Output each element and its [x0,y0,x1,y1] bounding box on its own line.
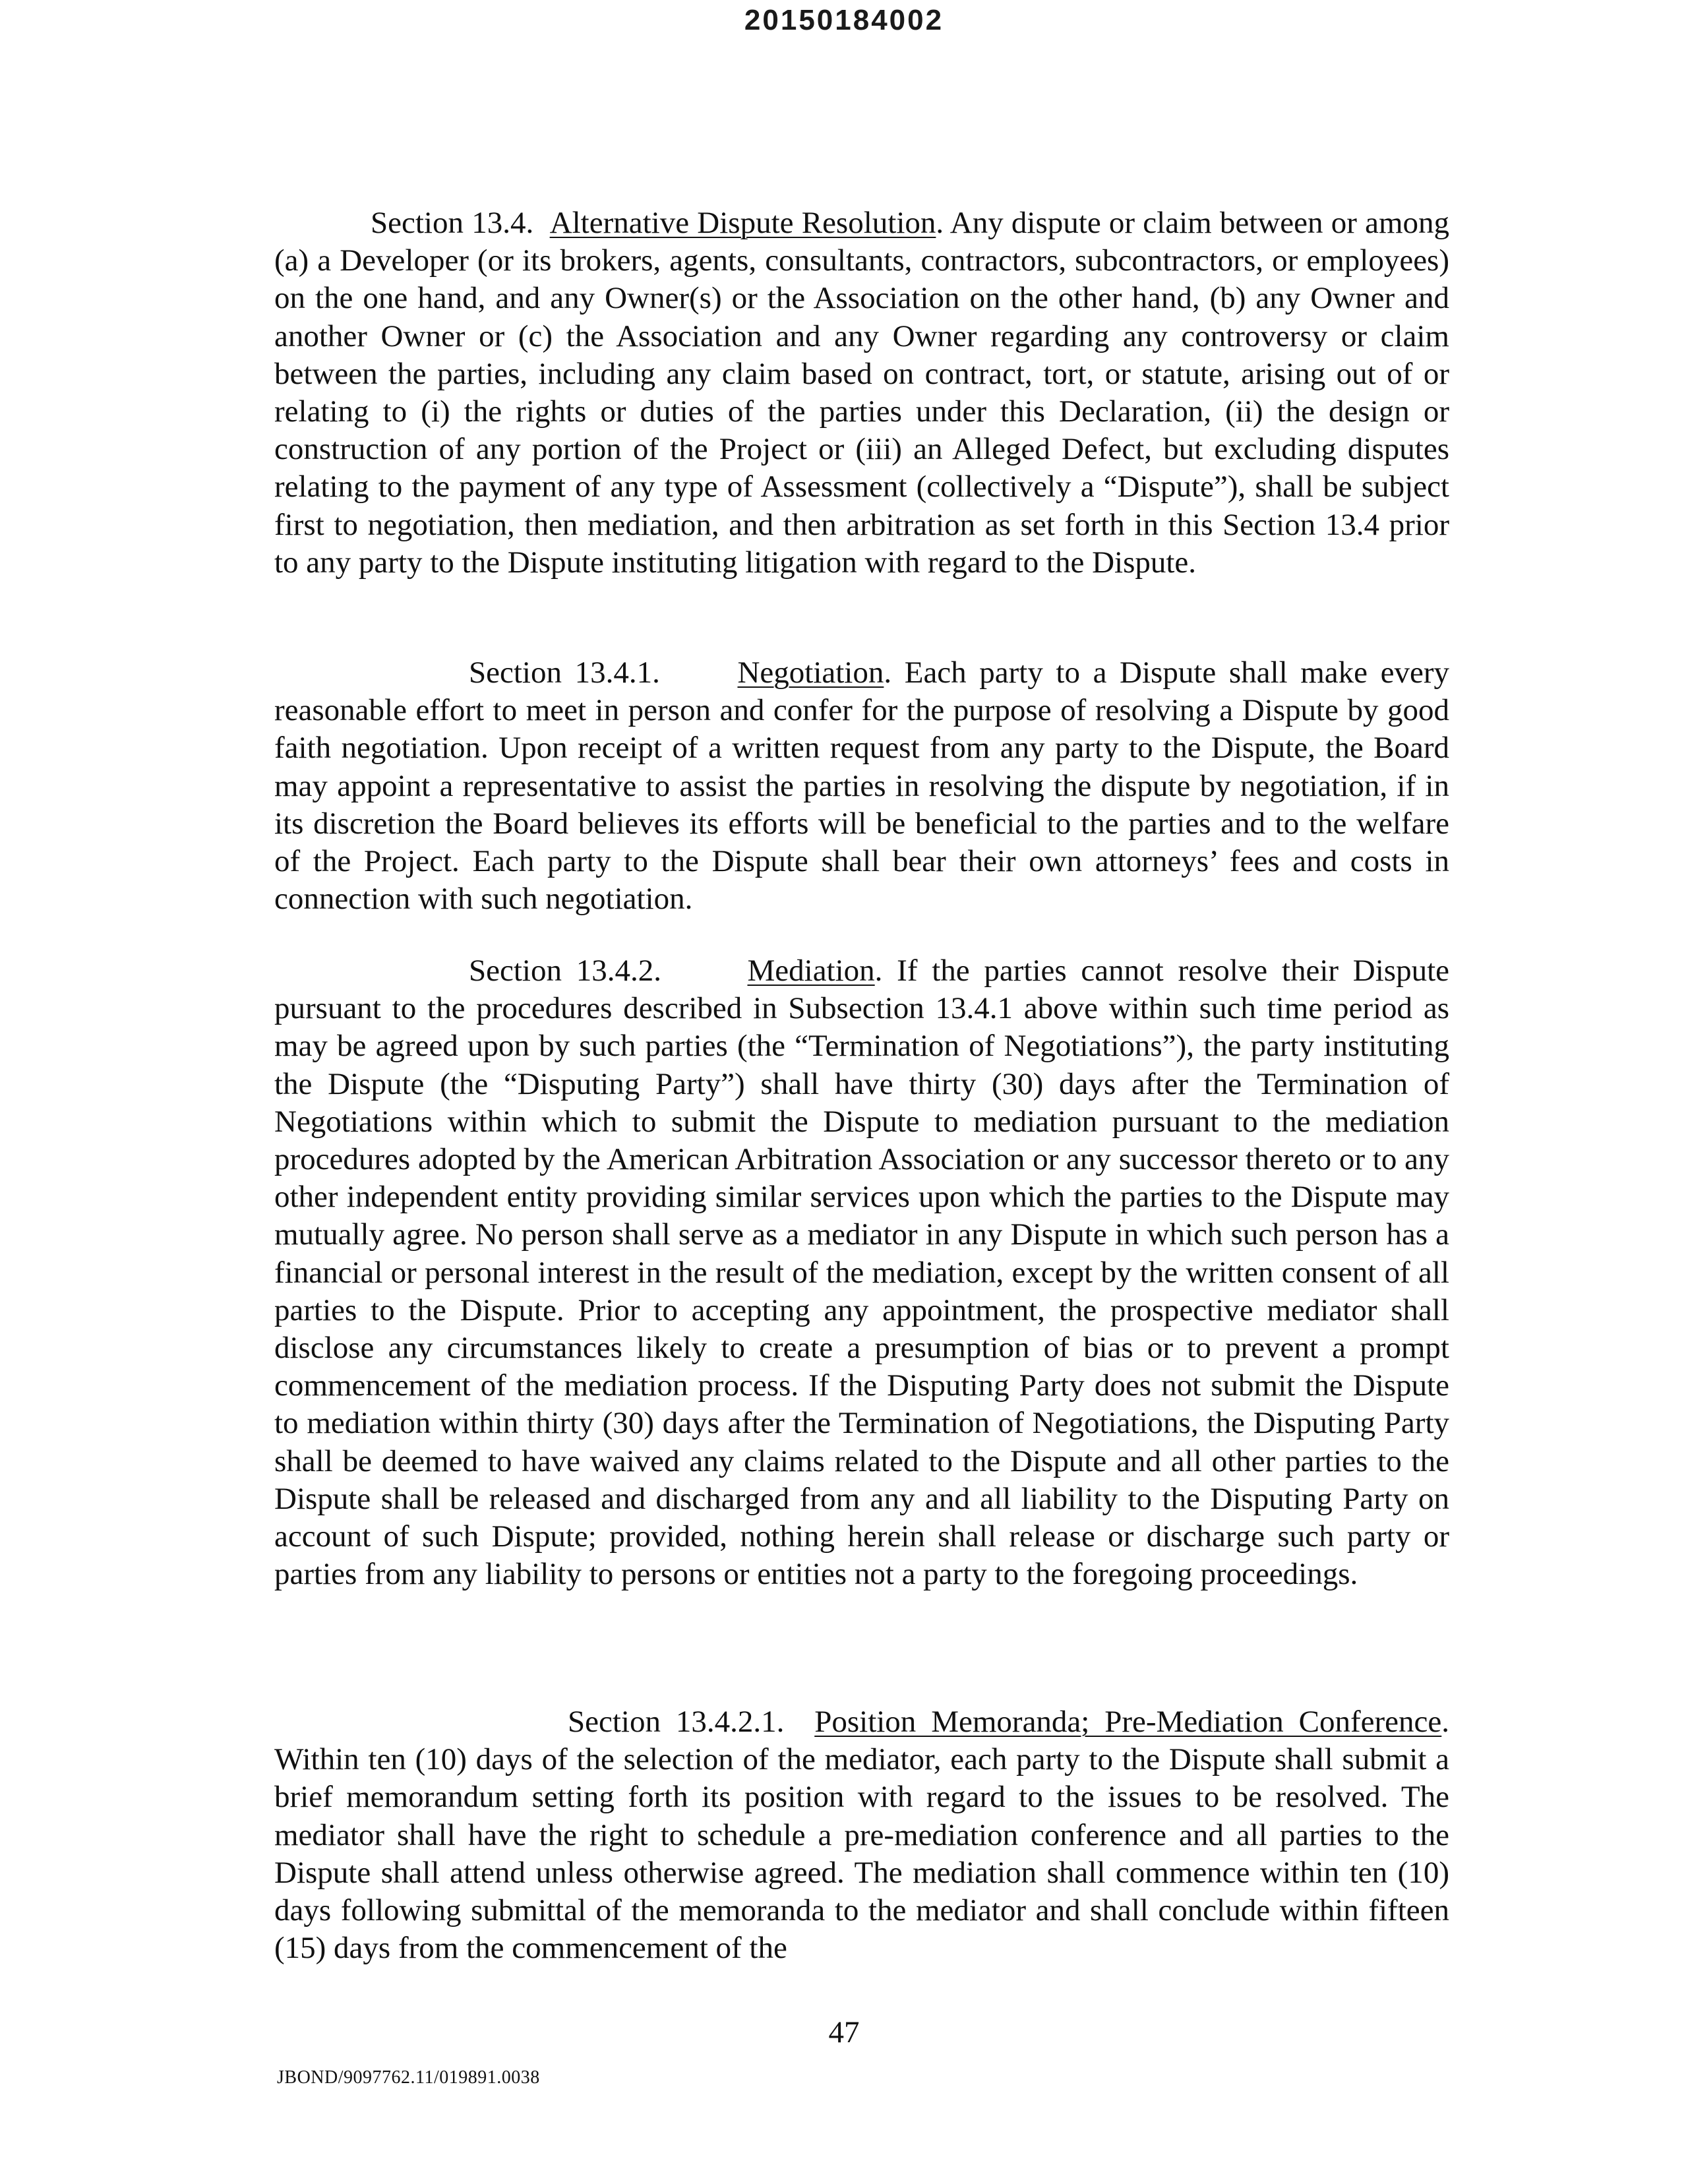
section-13-4-1-paragraph [274,654,1449,918]
section-heading: Mediation [747,954,875,988]
section-number: Section 13.4. [371,206,534,240]
section-number: Section 13.4.2. [469,954,661,988]
page-number: 47 [828,2015,860,2049]
document-id: JBOND/9097762.11/019891.0038 [277,2067,540,2088]
section-body: . If the parties cannot resolve their Dispute pursuant to the procedures described in Subsection 13.4.1 above within such time period as may be agreed upon by such parties (the “Termination of Negotiations”), the party instituting the Dispute (the “Disputing Party”) shall have thirty (30) days after the Termination of Negotiations within which to submit the Dispute to mediation pursuant to the mediation procedures adopted by the American Arbitration Association or any successor thereto or to any other independent entity providing similar services upon which the parties to the Dispute may mutually agree. No person shall serve as a mediator in any Dispute in which such person has a financial or personal interest in the result of the mediation, except by the written consent of all parties to the Dispute. Prior to accepting any appointment, the prospective mediator shall disclose any circumstances likely to create a presumption of bias or to prevent a prompt commencement of the mediation process. If the Disputing Party does not submit the Dispute to mediation within thirty (30) days after the Termination of Negotiations, the Disputing Party shall be deemed to have waived any claims related to the Dispute and all other parties to the Dispute shall be released and discharged from any and all liability to the Disputing Party on account of such Dispute; provided, nothing herein shall release or discharge such party or parties from any liability to persons or entities not a party to the foregoing proceedings. [274,954,1450,1592]
section-body: . Any dispute or claim between or among (a) a Developer (or its brokers, agents, consultants, contractors, subcontractors, or employees) on the one hand, and any Owner(s) or the Association on the other hand, (b) any Owner and another Owner or (c) the Association and any Owner regarding any controversy or claim between the parties, including any claim based on contract, tort, or statute, arising out of or relating to (i) the rights or duties of the parties under this Declaration, (ii) the design or construction of any portion of the Project or (iii) an Alleged Defect, but excluding disputes relating to the payment of any type of Assessment (collectively a “Dispute”), shall be subject first to negotiation, then mediation, and then arbitration as set forth in this Section 13.4 prior to any party to the Dispute instituting litigation with regard to the Dispute. [274,206,1449,580]
section-13-4-2-1-paragraph [274,1703,1449,1967]
section-body: . Each party to a Dispute shall make every reasonable effort to meet in person and confer for the purpose of resolving a Dispute by good faith negotiation. Upon receipt of a written request from any party to the Dispute, the Board may appoint a representative to assist the parties in resolving the dispute by negotiation, if in its discretion the Board believes its efforts will be beneficial to the parties and to the welfare of the Project. Each party to the Dispute shall bear their own attorneys’ fees and costs in connection with such negotiation. [274,655,1450,917]
section-heading: Position Memoranda; Pre-Mediation Conference [814,1705,1442,1739]
section-number: Section 13.4.1. [469,655,660,690]
section-13-4-paragraph [274,204,1449,582]
section-heading: Negotiation [737,655,884,690]
section-13-4-2-paragraph [274,952,1449,1593]
recording-number: 20150184002 [744,4,944,36]
section-number: Section 13.4.2.1. [568,1705,785,1739]
section-heading: Alternative Dispute Resolution [549,206,936,240]
section-body: . Within ten (10) days of the selection of the mediator, each party to the Dispute shall submit a brief memorandum setting forth its position with regard to the issues to be resolved. The mediator shall have the right to schedule a pre-mediation conference and all parties to the Dispute shall attend unless otherwise agreed. The mediation shall commence within ten (10) days following submittal of the memoranda to the mediator and shall conclude within fifteen (15) days from the commencement of the [274,1705,1449,1966]
